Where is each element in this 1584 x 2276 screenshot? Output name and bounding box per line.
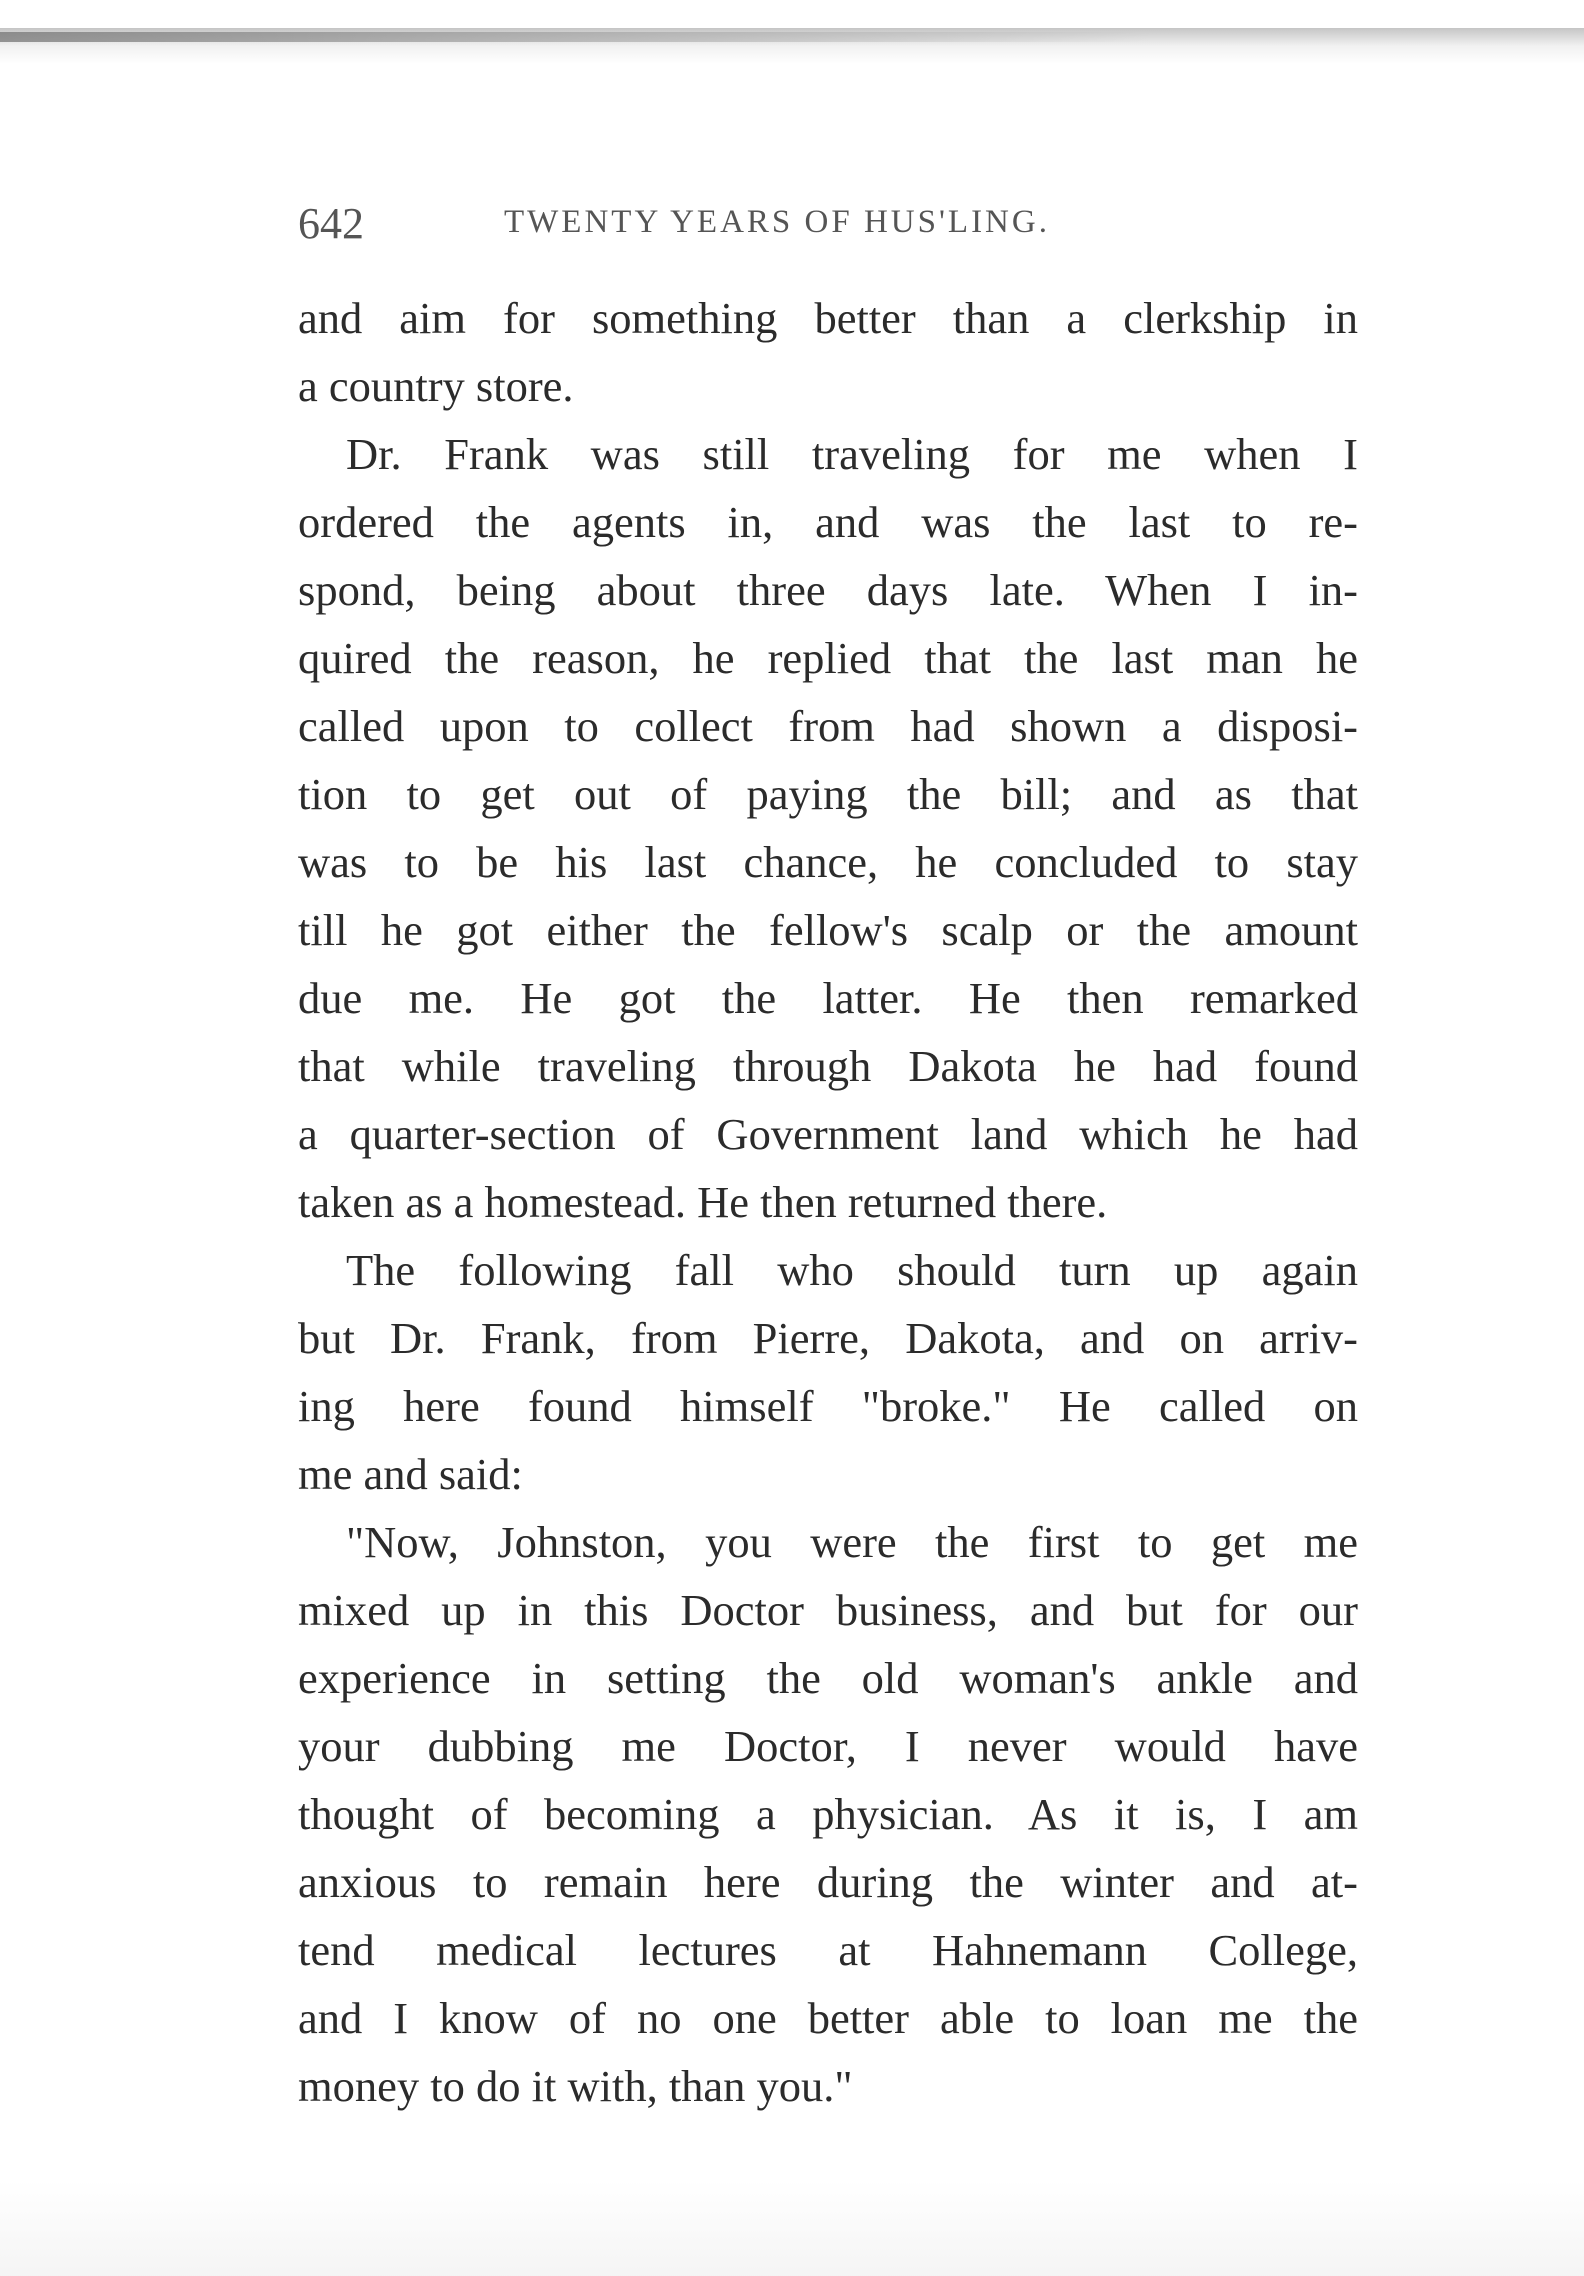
text-line: thought of becoming a physician. As it is, I am — [298, 1789, 1358, 1839]
text-line: due me. He got the latter. He then remarked — [298, 973, 1358, 1023]
page-number: 642 — [298, 199, 364, 248]
text-line: tend medical lectures at Hahnemann College, — [298, 1925, 1358, 1975]
page-header — [298, 198, 1358, 258]
text-line: money to do it with, than you." — [298, 2061, 853, 2111]
text-line: that while traveling through Dakota he had found — [298, 1041, 1358, 1091]
text-line: The following fall who should turn up again — [346, 1245, 1358, 1295]
text-line: taken as a homestead. He then returned there. — [298, 1177, 1108, 1227]
text-line: but Dr. Frank, from Pierre, Dakota, and on arriv- — [298, 1313, 1358, 1363]
text-line: and I know of no one better able to loan me the — [298, 1993, 1358, 2043]
text-line: was to be his last chance, he concluded to stay — [298, 837, 1358, 887]
text-line: called upon to collect from had shown a disposi- — [298, 701, 1358, 751]
text-line: me and said: — [298, 1449, 523, 1499]
text-line: Dr. Frank was still traveling for me when I — [346, 429, 1358, 479]
scan-bottom-noise — [0, 2180, 1584, 2276]
text-line: and aim for something better than a clerkship in — [298, 293, 1358, 343]
text-line: spond, being about three days late. When I in- — [298, 565, 1358, 615]
running-title: TWENTY YEARS OF HUS'LING. — [504, 204, 1050, 240]
body-text — [298, 284, 1358, 2120]
text-line: ordered the agents in, and was the last to re- — [298, 497, 1358, 547]
text-line: mixed up in this Doctor business, and but for our — [298, 1585, 1358, 1635]
text-line: ing here found himself "broke." He called on — [298, 1381, 1358, 1431]
text-line: your dubbing me Doctor, I never would have — [298, 1721, 1358, 1771]
text-line: a quarter-section of Government land which he had — [298, 1109, 1358, 1159]
scan-top-shadow — [0, 32, 1150, 42]
text-line: a country store. — [298, 361, 574, 411]
text-line: tion to get out of paying the bill; and as that — [298, 769, 1358, 819]
text-line: quired the reason, he replied that the last man he — [298, 633, 1358, 683]
text-line: till he got either the fellow's scalp or the amount — [298, 905, 1358, 955]
text-line: "Now, Johnston, you were the first to get me — [346, 1517, 1358, 1567]
text-line: anxious to remain here during the winter and at- — [298, 1857, 1358, 1907]
text-line: experience in setting the old woman's ankle and — [298, 1653, 1358, 1703]
